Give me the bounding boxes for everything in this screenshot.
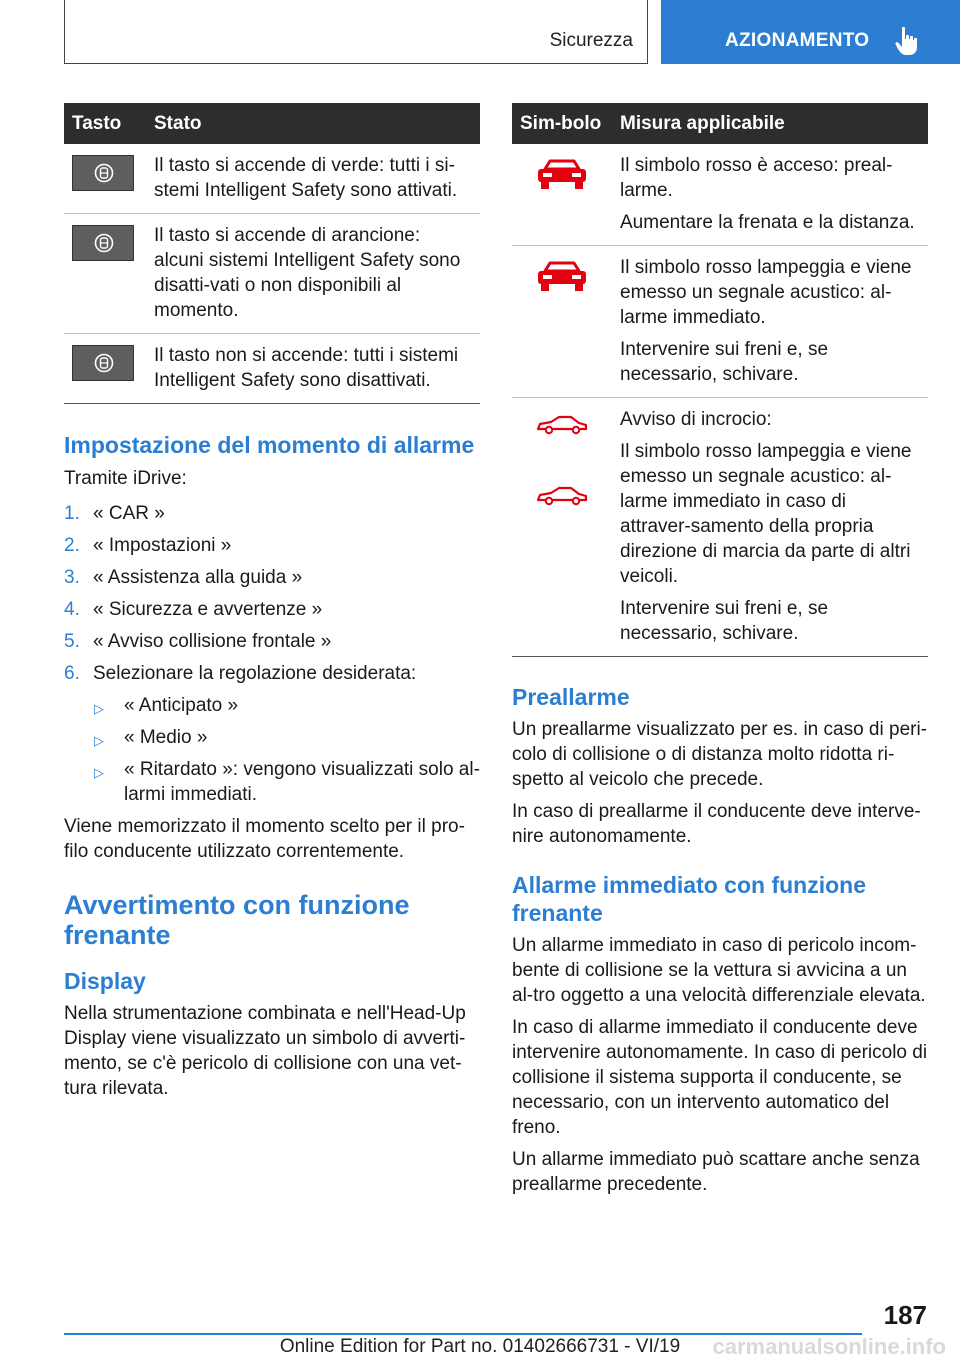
car-side-warning-icon: [535, 415, 589, 435]
header-chapter-tab[interactable]: [661, 0, 960, 64]
idrive-steps-list: [64, 501, 480, 807]
section-title-braking-warning: Avvertimento con funzione frenante: [64, 890, 410, 950]
intelligent-safety-button-icon: [72, 345, 134, 381]
alarm-timing-note: Viene memorizzato il momento scelto per il pro-filo conducente utilizzato correntemente.: [64, 816, 465, 862]
section-title-prealarm: Preallarme: [512, 684, 630, 710]
paragraph: Un allarme immediato in caso di pericolo incom-bente di collisione se la vettura si avvicina a un al-tro oggetto a una velocità differenziale elevata.: [512, 935, 926, 1006]
triangle-bullet-icon: ▷: [94, 701, 104, 716]
table-row: [512, 246, 928, 398]
page-number: 187: [883, 1300, 927, 1330]
section-title-alarm-timing: Impostazione del momento di allarme: [64, 432, 475, 458]
car-rear-warning-icon: [535, 159, 589, 191]
footer-edition: Online Edition for Part no. 01402666731 - VI/19: [279, 1336, 681, 1357]
intelligent-safety-button-icon: [72, 225, 134, 261]
table-header-symbol: Sim-bolo: [512, 103, 612, 144]
list-item: 3. « Assistenza alla guida »: [64, 567, 303, 588]
hand-pointer-icon: [895, 26, 921, 56]
section-title-immediate-alarm: Allarme immediato con funzione frenante: [512, 872, 866, 926]
list-item: 4. « Sicurezza e avvertenze »: [64, 599, 323, 620]
subsection-title-display: Display: [64, 968, 146, 994]
right-column: [512, 103, 928, 1197]
list-item: ▷ « Ritardato »: vengono visualizzati solo al-larmi immediati.: [94, 759, 480, 805]
table-row: [64, 144, 480, 214]
action-cell: Avviso di incrocio: Il simbolo rosso lampeggia e viene emesso un segnale acustico: al-larme immediato in caso di attraver-samento della propria direzione di marcia da parte di altri veicoli. Intervenire sui freni e, se necessario, schivare.: [612, 398, 928, 657]
car-rear-warning-icon: [535, 261, 589, 293]
table-header-status: Stato: [146, 103, 480, 144]
left-column: [64, 103, 480, 1101]
triangle-bullet-icon: ▷: [94, 733, 104, 748]
alarm-timing-intro: Tramite iDrive:: [64, 468, 187, 489]
action-cell: Il simbolo rosso lampeggia e viene emesso un segnale acustico: al-larme immediato. Intervenire sui freni e, se necessario, schivare.: [612, 246, 928, 398]
header-chapter: AZIONAMENTO: [725, 30, 870, 51]
car-side-warning-icon: [535, 486, 589, 506]
list-item: 6. Selezionare la regolazione desiderata: ▷ « Anticipato » ▷ « Medio » ▷ « Ritardato »: vengono visualizzati solo al-larmi immediati.: [64, 663, 480, 805]
table-row: [64, 214, 480, 334]
status-text: Il tasto non si accende: tutti i sistemi Intelligent Safety sono disattivati.: [146, 334, 480, 404]
list-item: ▷ « Anticipato »: [93, 693, 480, 718]
list-item: 1. « CAR »: [64, 503, 165, 524]
display-text: Nella strumentazione combinata e nell'Head-Up Display viene visualizzato un simbolo di avverti-mento, se c'è pericolo di collisione con una vet-tura rilevata.: [64, 1003, 466, 1099]
status-text: Il tasto si accende di verde: tutti i si-stemi Intelligent Safety sono attivati.: [146, 144, 480, 214]
action-cell: Il simbolo rosso è acceso: preal-larme. Aumentare la frenata e la distanza.: [612, 144, 928, 246]
status-text: Il tasto si accende di arancione: alcuni sistemi Intelligent Safety sono disatti-vati o non disponibili al momento.: [146, 214, 480, 334]
paragraph: In caso di preallarme il conducente deve interve-nire autonomamente.: [512, 801, 921, 847]
table-row: [512, 398, 928, 657]
list-item: 5. « Avviso collisione frontale »: [64, 631, 332, 652]
paragraph: In caso di allarme immediato il conducente deve intervenire autonomamente. In caso di pericolo di collisione il sistema supporta il conducente, se necessario, con un intervento automatico del freno.: [512, 1017, 928, 1138]
list-item: 2. « Impostazioni »: [64, 535, 232, 556]
table-row: [512, 144, 928, 246]
table-row: [64, 334, 480, 404]
intelligent-safety-button-icon: [72, 155, 134, 191]
paragraph: Un allarme immediato può scattare anche senza preallarme precedente.: [512, 1149, 920, 1195]
watermark: carmanualsonline.info: [712, 1334, 946, 1359]
triangle-bullet-icon: ▷: [94, 765, 104, 780]
header-section-box: [64, 0, 648, 64]
table-header-action: Misura applicabile: [612, 103, 928, 144]
symbol-action-table: [512, 103, 928, 657]
timing-options-list: [93, 693, 480, 807]
button-status-table: [64, 103, 480, 404]
header-section: Sicurezza: [549, 30, 633, 51]
list-item: ▷ « Medio »: [93, 725, 480, 750]
paragraph: Un preallarme visualizzato per es. in caso di peri-colo di collisione o di distanza molto ridotta ri-spetto al veicolo che precede.: [512, 719, 928, 790]
table-header-key: Tasto: [64, 103, 146, 144]
